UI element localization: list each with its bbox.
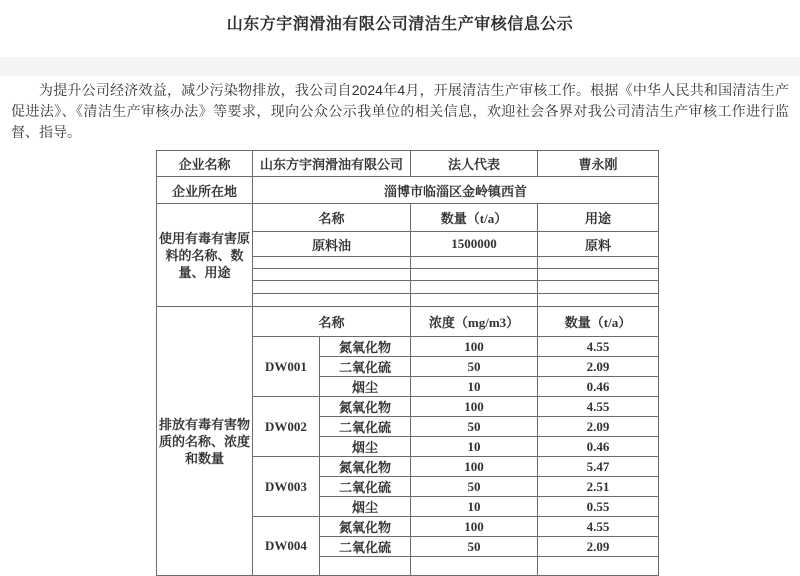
emissions-header-name: 名称 <box>253 307 411 337</box>
emissions-section-label: 排放有毒有害物质的名称、浓度和数量 <box>157 307 253 576</box>
pollutant-concentration: 10 <box>411 377 538 397</box>
materials-section-label: 使用有毒有害原料的名称、数量、用途 <box>157 204 253 307</box>
emissions-header-concentration: 浓度（mg/m3） <box>411 307 538 337</box>
divider-band <box>0 57 800 76</box>
legal-rep-value: 曹永刚 <box>538 151 659 177</box>
pollutant-concentration: 50 <box>411 477 538 497</box>
table-row-emissions-header <box>157 307 659 337</box>
material-usage <box>538 294 659 307</box>
material-usage <box>538 281 659 294</box>
material-name <box>253 269 411 281</box>
legal-rep-label: 法人代表 <box>411 151 538 177</box>
table-row-company <box>157 151 659 177</box>
address-label: 企业所在地 <box>157 177 253 204</box>
company-name-label: 企业名称 <box>157 151 253 177</box>
pollutant-quantity: 4.55 <box>538 397 659 417</box>
pollutant-name: 氮氧化物 <box>320 517 411 537</box>
material-name: 原料油 <box>253 232 411 257</box>
pollutant-concentration: 10 <box>411 497 538 517</box>
pollutant-name: 氮氧化物 <box>320 337 411 357</box>
materials-header-name: 名称 <box>253 204 411 232</box>
material-name <box>253 257 411 269</box>
pollutant-name: 烟尘 <box>320 377 411 397</box>
pollutant-concentration: 100 <box>411 397 538 417</box>
pollutant-concentration: 50 <box>411 357 538 377</box>
pollutant-name: 氮氧化物 <box>320 397 411 417</box>
pollutant-concentration: 100 <box>411 517 538 537</box>
pollutant-name: 二氧化硫 <box>320 477 411 497</box>
material-quantity: 1500000 <box>411 232 538 257</box>
table-row-materials-header <box>157 204 659 232</box>
pollutant-name <box>320 557 411 576</box>
materials-header-usage: 用途 <box>538 204 659 232</box>
material-usage <box>538 269 659 281</box>
page-title: 山东方宇润滑油有限公司清洁生产审核信息公示 <box>226 16 574 33</box>
pollutant-concentration <box>411 557 538 576</box>
outfall-id: DW001 <box>253 337 320 397</box>
pollutant-quantity: 0.46 <box>538 377 659 397</box>
outfall-id: DW002 <box>253 397 320 457</box>
pollutant-quantity <box>538 557 659 576</box>
pollutant-quantity: 5.47 <box>538 457 659 477</box>
pollutant-name: 氮氧化物 <box>320 457 411 477</box>
company-name-value: 山东方宇润滑油有限公司 <box>253 151 411 177</box>
audit-info-table <box>156 150 659 576</box>
pollutant-quantity: 0.46 <box>538 437 659 457</box>
pollutant-concentration: 50 <box>411 417 538 437</box>
pollutant-quantity: 2.09 <box>538 417 659 437</box>
table-row-address <box>157 177 659 204</box>
material-quantity <box>411 281 538 294</box>
pollutant-name: 烟尘 <box>320 497 411 517</box>
material-quantity <box>411 257 538 269</box>
pollutant-quantity: 4.55 <box>538 337 659 357</box>
material-usage <box>538 257 659 269</box>
pollutant-quantity: 0.55 <box>538 497 659 517</box>
pollutant-quantity: 4.55 <box>538 517 659 537</box>
outfall-id: DW003 <box>253 457 320 517</box>
pollutant-concentration: 100 <box>411 457 538 477</box>
material-quantity <box>411 294 538 307</box>
pollutant-concentration: 50 <box>411 537 538 557</box>
pollutant-name: 二氧化硫 <box>320 417 411 437</box>
intro-paragraph: 为提升公司经济效益，减少污染物排放，我公司自2024年4月，开展清洁生产审核工作。根据《中华人民共和国清洁生产促进法》、《清洁生产审核办法》等要求，现向公众公示我单位的相关信息，欢迎社会各界对我公司清洁生产审核工作进行监督、指导。 <box>11 82 789 140</box>
pollutant-name: 二氧化硫 <box>320 357 411 377</box>
address-value: 淄博市临淄区金岭镇西首 <box>253 177 659 204</box>
materials-header-quantity: 数量（t/a） <box>411 204 538 232</box>
pollutant-name: 烟尘 <box>320 437 411 457</box>
material-quantity <box>411 269 538 281</box>
material-name <box>253 281 411 294</box>
pollutant-name: 二氧化硫 <box>320 537 411 557</box>
material-name <box>253 294 411 307</box>
pollutant-concentration: 10 <box>411 437 538 457</box>
material-usage: 原料 <box>538 232 659 257</box>
outfall-id: DW004 <box>253 517 320 576</box>
emissions-header-quantity: 数量（t/a） <box>538 307 659 337</box>
pollutant-quantity: 2.09 <box>538 357 659 377</box>
pollutant-quantity: 2.51 <box>538 477 659 497</box>
pollutant-quantity: 2.09 <box>538 537 659 557</box>
pollutant-concentration: 100 <box>411 337 538 357</box>
